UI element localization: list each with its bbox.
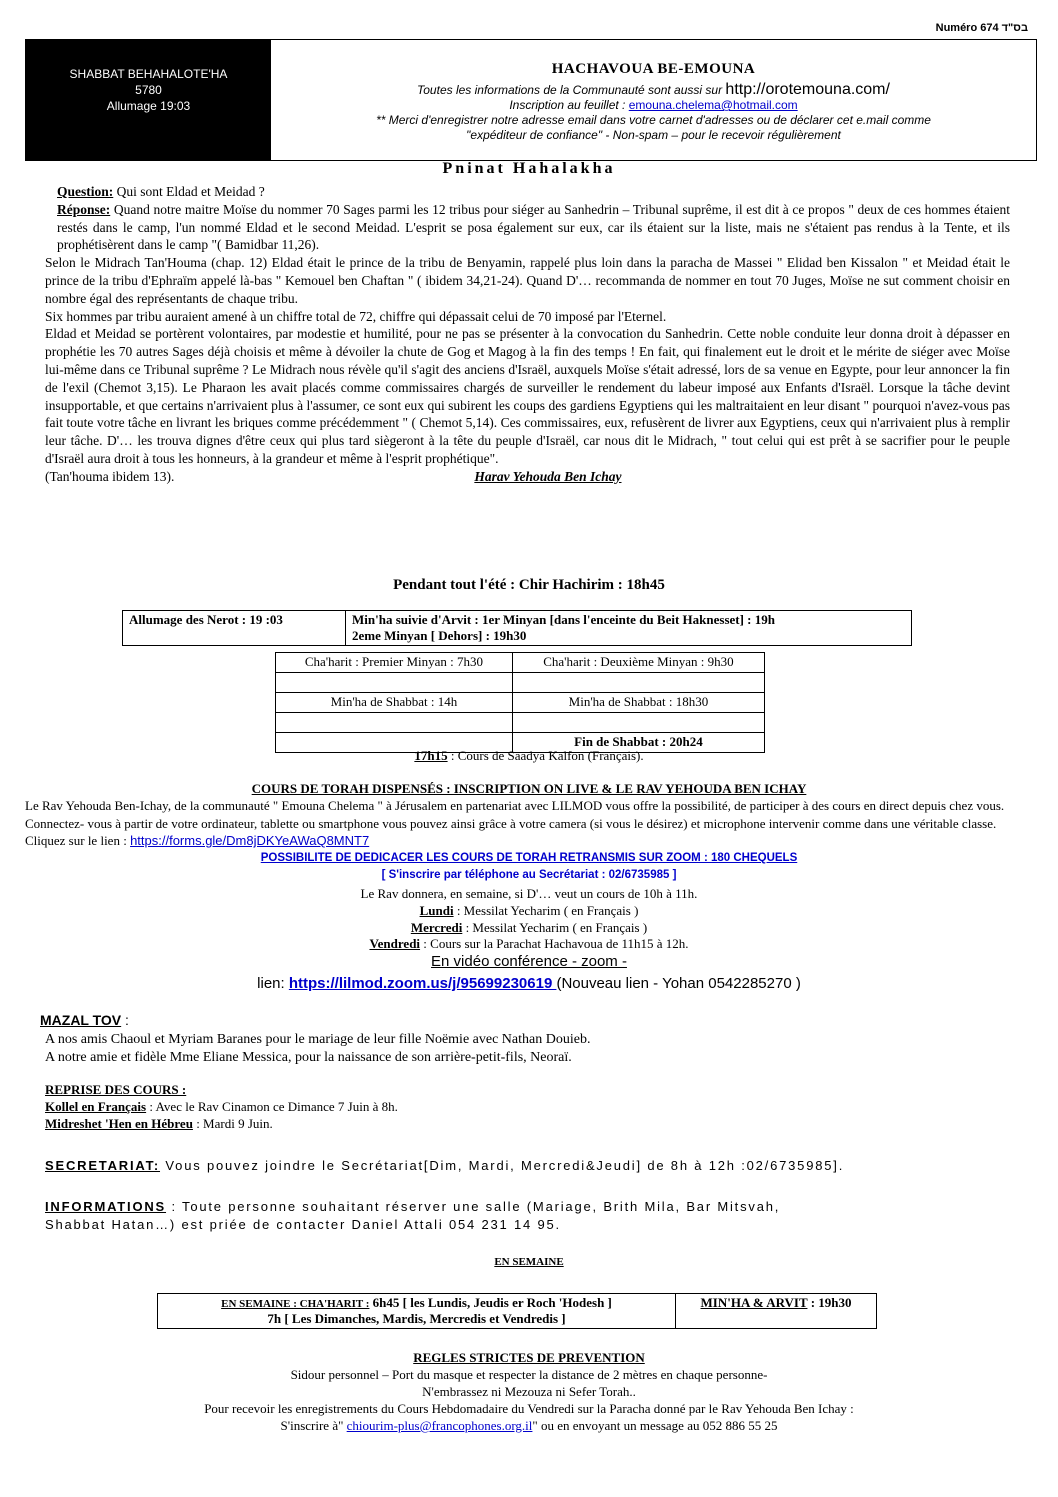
secretariat-label: SECRETARIAT: [45, 1158, 161, 1173]
table-cell: Min'ha de Shabbat : 18h30 [512, 693, 764, 713]
midrechet-label: Midreshet 'Hen en Hébreu [45, 1116, 193, 1131]
paragraph-5 [45, 468, 1010, 486]
fin-shabbat-cell: Fin de Shabbat : 20h24 [512, 733, 764, 753]
reprise-title: REPRISE DES COURS : [45, 1082, 187, 1097]
question [57, 183, 1010, 201]
table-cell [276, 673, 513, 693]
regles-lines [0, 1366, 1058, 1434]
informations-label: INFORMATIONS [45, 1199, 167, 1214]
lundi-label: Lundi [419, 903, 454, 918]
lundi-line [0, 903, 1058, 919]
pninat-body [45, 183, 1010, 486]
table-cell: Min'ha de Shabbat : 14h [276, 693, 513, 713]
dedicace-line: POSSIBILITE DE DEDICACER LES COURS DE TORAH RETRANSMIS SUR ZOOM : 180 CHEQUELS [260, 852, 798, 864]
regles-line-1: Sidour personnel – Port du masque et respecter la distance de 2 mètres en chaque personne- [290, 1367, 768, 1382]
minha-arvit-cell [676, 1294, 877, 1329]
kollel-label: Kollel en Français [45, 1099, 147, 1114]
en-semaine-title: EN SEMAINE [494, 1256, 564, 1268]
shabbat-year: 5780 [135, 83, 162, 97]
cours-saadya [0, 748, 1058, 764]
table-cell: Cha'harit : Premier Minyan : 7h30 [276, 653, 513, 673]
weekday-table [157, 1293, 877, 1329]
midrechet-line [45, 1116, 273, 1132]
minha-arvit-label: MIN'HA & ARVIT [700, 1295, 808, 1310]
mazal-line-1: A nos amis Chaoul et Myriam Baranes pour le mariage de leur fille Noëmie avec Nathan Douieb. [45, 1032, 591, 1047]
regles-prefix: S'inscrire à" [280, 1418, 347, 1433]
charit-line-2: 7h [ Les Dimanches, Mardis, Mercredis et Vendredis ] [267, 1311, 566, 1326]
zoom-link[interactable]: https://lilmod.zoom.us/j/95699230619 [288, 975, 557, 992]
chiourim-email-link[interactable]: chiourim-plus@francophones.org.il [346, 1418, 533, 1433]
charit-label: EN SEMAINE : CHA'HARIT : [221, 1298, 370, 1310]
minha-arvit-time: : 19h30 [807, 1295, 852, 1310]
informations-block [45, 1198, 780, 1234]
table-cell [512, 673, 764, 693]
kollel-text: : Avec le Rav Cinamon ce Dimance 7 Juin à 8h. [146, 1099, 398, 1114]
info-line [271, 82, 1036, 98]
info-prefix: Toutes les informations de la Communauté sont aussi sur [417, 83, 726, 97]
charit-time-1: 6h45 [ les Lundis, Jeudis er Roch 'Hodesh ] [369, 1295, 612, 1310]
regles-line-2: N'embrassez ni Mezouza ni Sefer Torah.. [422, 1384, 636, 1399]
regles-line-3: Pour recevoir les enregistrements du Cours Hebdomadaire du Vendredi sur la Paracha donné par le Rav Yehouda Ben Ichay : [204, 1401, 854, 1416]
regles-line-4 [0, 1417, 1058, 1434]
midrechet-text: : Mardi 9 Juin. [192, 1116, 273, 1131]
video-text: En vidéo conférence - zoom - [431, 953, 627, 970]
zoom-prefix: lien: [257, 975, 289, 992]
minha-line-2: 2eme Minyan [ Dehors] : 19h30 [352, 628, 527, 643]
video-line [0, 953, 1058, 970]
minha-line-1: Min'ha suivie d'Arvit : 1er Minyan [dans l'enceinte du Beit Haknesset] : 19h [352, 612, 775, 627]
mercredi-text: : Messilat Yecharim ( en Français ) [462, 920, 648, 935]
newsletter-info [271, 40, 1036, 160]
shabbat-name: SHABBAT BEHAHALOTE'HA [69, 67, 228, 81]
reponse-label: Réponse: [57, 201, 111, 217]
table-row [276, 673, 765, 693]
pninat-title: Pninat Hahalakha [442, 160, 616, 177]
table-row [276, 653, 765, 673]
mazal-line-2: A notre amie et fidèle Mme Eliane Messica, pour la naissance de son arrière-petit-fils, Neoraï. [45, 1050, 572, 1065]
secretariat-line [45, 1158, 844, 1173]
inscription-line [271, 98, 1036, 113]
inscrire-line: [ S'inscrire par téléphone au Secrétariat : 02/6735985 ] [381, 869, 677, 881]
paragraph-4: Eldad et Meidad se portèrent volontaires, par modestie et humilité, pour ne pas se présenter à la convocation du Sanhedrin. Cette noble conduite leur donna droit à dépasser en prophétie les 70 autres Sages déjà choisis et même à dévoiler la chute de Gog et Magog à la fin des temps ! En fait, qui finalement eut le droit et le mérite de siéger avec Moïse lui-même dans ce Tribunal suprême ? Le Midrach nous révèle qu'il s'agit des anciens d'Israël, auxquels Moïse s'était adressé, lors de sa venue en Egypte, pour leur annoncer la fin de l'exil (Chemot 3,15). Le Pharaon les avait placés comme commissaires chargés de surveiller le rendement du labeur imposé aux Enfants d'Israël. Lorsque la tâche devint insupportable, et que certains n'arrivaient plus à l'assumer, ce sont eux qui subirent les coups des gardiens Egyptiens qui les maltraitaient en leur disant " pourquoi n'avez-vous pas fait toute votre tâche en livrant les briques comme précédemment " ( Chemot 5,14). Ces commissaires, eux, refusèrent de livrer aux Egyptiens, ceux qui n'arrivaient plus à remplir leur tâche. D'… les trouva dignes d'être ceux qui plus tard siègeront à la tête du peuple d'Israël, car nous dit le Midrach, " tout celui qui est prêt à se sacrifier pour le peuple d'Israël aura droit à tous les honneurs, à la grandeur et même à l'esprit prophétique". [45, 326, 1010, 466]
mercredi-label: Mercredi [410, 920, 463, 935]
chir-hachirim: Pendant tout l'été : Chir Hachirim : 18h45 [393, 577, 665, 593]
website-link[interactable]: http://orotemouna.com/ [725, 81, 890, 98]
forms-link[interactable]: https://forms.gle/Dm8jDKYeAWaQ8MNT7 [130, 833, 370, 848]
reponse [57, 201, 1010, 254]
question-text: Qui sont Eldad et Meidad ? [113, 184, 265, 199]
table-cell [512, 713, 764, 733]
shabbat-info [26, 40, 271, 160]
shabbat-times-table [122, 610, 912, 646]
mazal-colon: : [121, 1012, 129, 1028]
charit-cell [158, 1294, 676, 1329]
mazal-title: MAZAL TOV [40, 1012, 122, 1028]
kollel-line [45, 1099, 398, 1115]
table-cell: Cha'harit : Deuxième Minyan : 9h30 [512, 653, 764, 673]
inscription-prefix: Inscription au feuillet : [509, 98, 629, 112]
shabbat-allumage: Allumage 19:03 [106, 99, 191, 113]
semaine-line: Le Rav donnera, en semaine, si D'… veut un cours de 10h à 11h. [360, 886, 698, 901]
vendredi-label: Vendredi [369, 936, 421, 951]
note-line-1: ** Merci d'enregistrer notre adresse email dans votre carnet d'adresses ou de déclarer cet e.mail comme [376, 113, 931, 127]
paragraph-2: Selon le Midrach Tan'Houma (chap. 12) Eldad était le prince de la tribu de Benyamin, rappelé plus loin dans la paracha de Massei " Elidad ben Kissalon " et Meidad était le prince de la tribu d'Ephraïm appelé là-bas " Kemouel ben Chaftan " ( ibidem 34,21-24). Quand D'… recommanda de nommer en tout 70 Juges, Moïse ne sut comment choisir en nombre égal des représentants de chaque tribu. [45, 255, 1010, 306]
regles-suffix: " ou en envoyant un message au 052 886 55 25 [532, 1418, 778, 1433]
cours-torah-title: COURS DE TORAH DISPENSÉS : INSCRIPTION ON LIVE & LE RAV YEHOUDA BEN ICHAY [251, 781, 807, 796]
zoom-line [0, 975, 1058, 992]
question-label: Question: [57, 184, 114, 199]
lilmod-description: Le Rav Yehouda Ben-Ichay, de la communauté " Emouna Chelema " à Jérusalem en partenariat avec LILMOD vous offre la possibilité, de participer à des cours en direct depuis chez vous. Connectez- vous à partir de votre ordinateur, tablette ou smartphone vous pouvez ainsi grâce à votre camera (si vous le désirez) et microphone intervenir comme dans une véritable classe. Cliquez sur le lien : [25, 798, 1005, 848]
mazal-title-line [40, 1012, 129, 1028]
offices-table [275, 652, 765, 753]
note-line-2: "expéditeur de confiance" - Non-spam – pour le recevoir régulièrement [466, 128, 841, 142]
zoom-suffix: (Nouveau lien - Yohan 0542285270 ) [556, 975, 801, 992]
table-row [276, 693, 765, 713]
author-signature: Harav Yehouda Ben Ichay [474, 468, 622, 484]
minha-cell [346, 611, 912, 646]
issue-number: Numéro 674 בס"ד [935, 22, 1028, 34]
reference: (Tan'houma ibidem 13). [45, 468, 175, 484]
vendredi-line [0, 936, 1058, 952]
regles-title: REGLES STRICTES DE PREVENTION [413, 1350, 645, 1365]
cours-saadya-time: 17h15 [414, 748, 448, 763]
allumage-cell: Allumage des Nerot : 19 :03 [123, 611, 346, 646]
lundi-text: : Messilat Yecharim ( en Français ) [453, 903, 639, 918]
informations-line-2: Shabbat Hatan…) est priée de contacter Daniel Attali 054 231 14 95. [45, 1217, 561, 1232]
paragraph-3: Six hommes par tribu auraient amené à un chiffre total de 72, chiffre qui dépassait celui de 70 imposé par l'Eternel. [45, 308, 667, 324]
header-box [25, 39, 1037, 161]
table-cell [276, 713, 513, 733]
mazal-lines [45, 1031, 590, 1067]
newsletter-title: HACHAVOUA BE-EMOUNA [551, 61, 756, 77]
cours-saadya-text: : Cours de Saadya Kalfon (Français). [447, 748, 644, 763]
informations-text-1: : Toute personne souhaitant réserver une salle (Mariage, Brith Mila, Bar Mitsvah, [166, 1199, 781, 1214]
mercredi-line [0, 920, 1058, 936]
cours-torah-text [25, 797, 1035, 850]
vendredi-text: : Cours sur la Parachat Hachavoua de 11h15 à 12h. [420, 936, 689, 951]
reponse-text: Quand notre maitre Moïse du nommer 70 Sages parmi les 12 tribus pour siéger au Sanhedrin – Tribunal suprême, il est dit à ce propos " deux de ces hommes étaient restés dans le camp, l'un nommé Eldad et le second Meidad. L'esprit se posa également sur eux, car ils étaient sur la liste, mais ne s'étaient pas rendus à la Tente, et ils prophétisèrent dans le camp "( Bamidbar 11,26). [57, 201, 1010, 253]
informations-line-1 [45, 1198, 780, 1216]
charit-line-1 [164, 1295, 669, 1311]
inscription-email-link[interactable]: emouna.chelema@hotmail.com [628, 98, 798, 112]
secretariat-text: Vous pouvez joindre le Secrétariat[Dim, Mardi, Mercredi&Jeudi] de 8h à 12h :02/6735985]. [160, 1158, 845, 1173]
table-row [276, 713, 765, 733]
